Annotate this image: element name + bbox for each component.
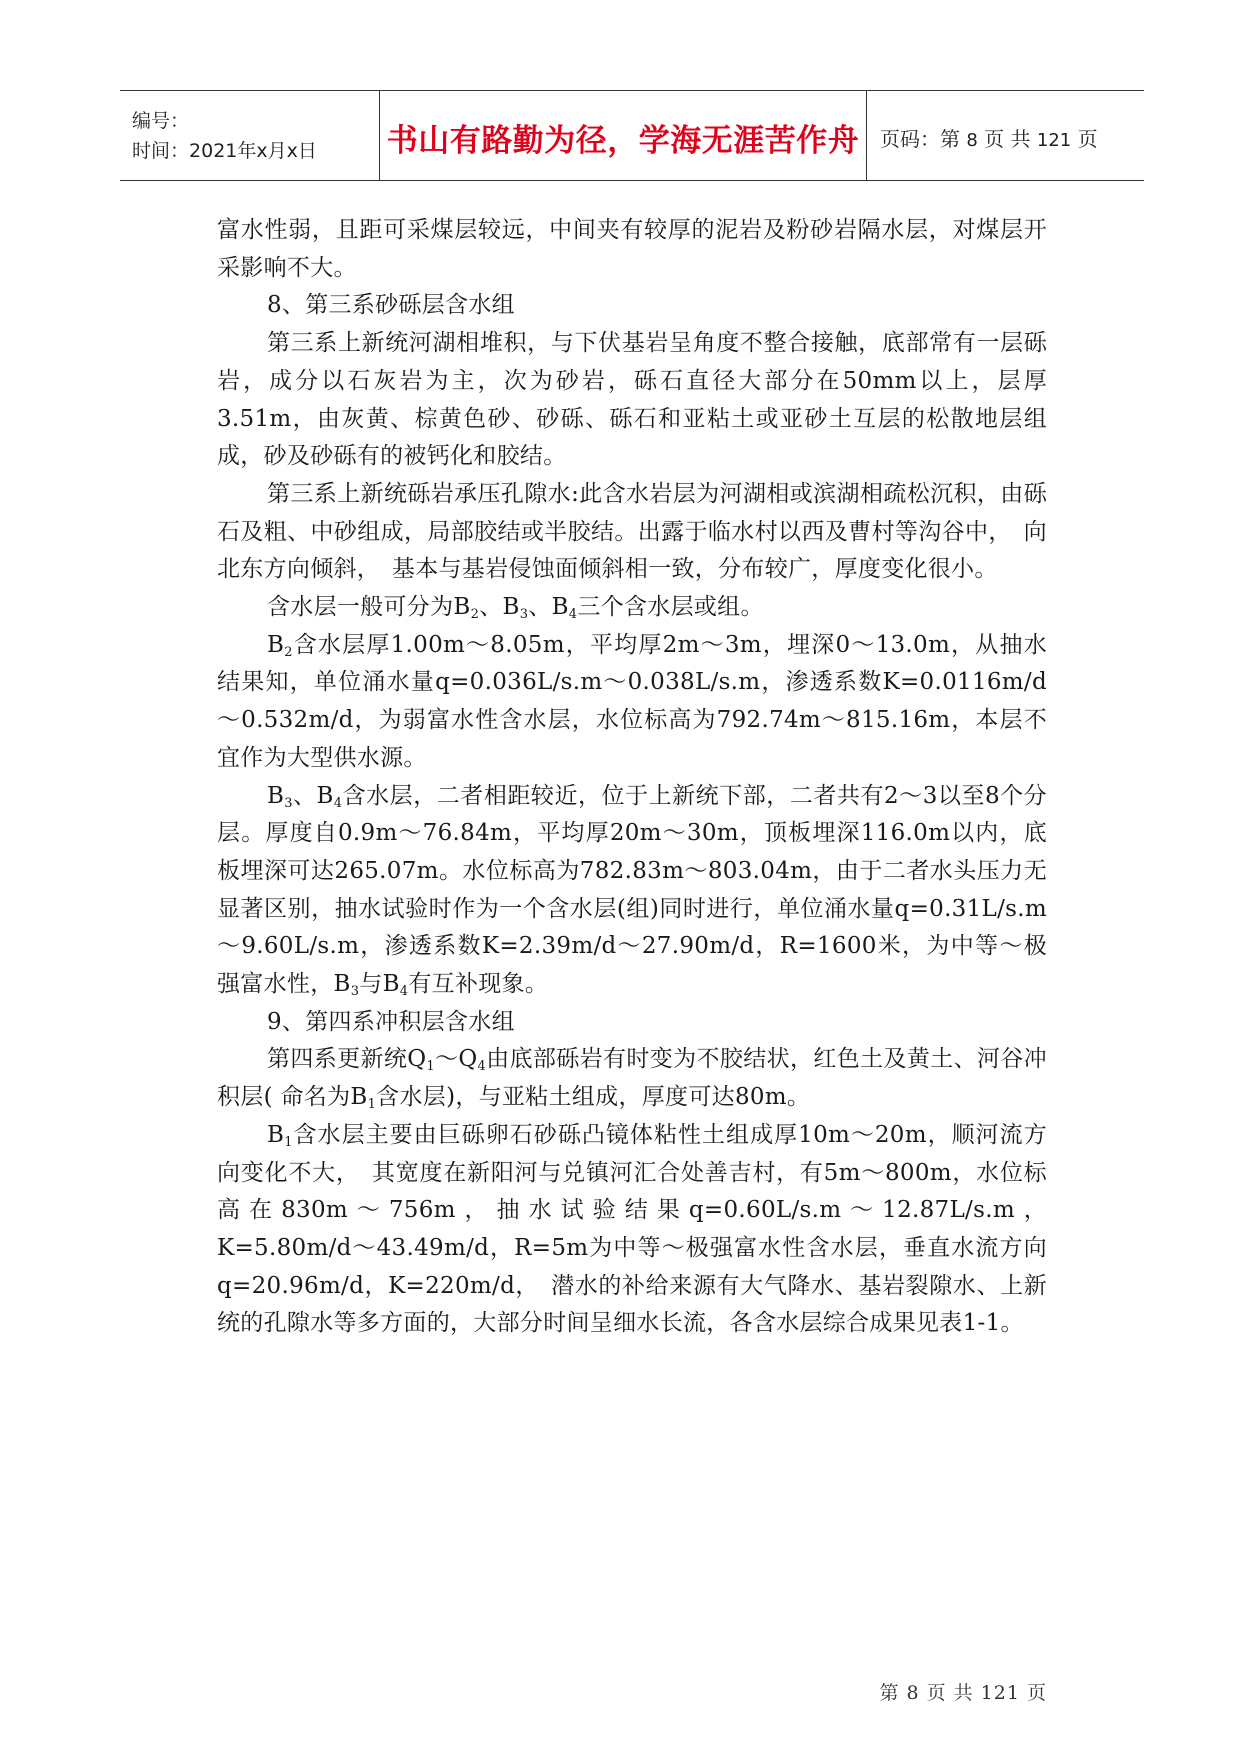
- paragraph-5: 含水层一般可分为$B_2$、$B_3$、$B_4$三个含水层或组。: [267, 594, 764, 623]
- paragraph-9: 第四系更新统$Q_1\sim Q_4$由底部砾岩有时变为不胶结状，红色土及黄土、河谷冲积层( 命名为$B_1$含水层)，与亚粘土组成，厚度可达80m。: [217, 1046, 1047, 1113]
- time-label: 时间：: [132, 139, 190, 162]
- paragraph-7: $B_3$、$B_4$含水层，二者相距较近，位于上新统下部，二者共有2～3以至8个分层。厚度自0.9m～76.84m，平均厚20m～30m，顶板埋深116.0m以内，底板埋深可达265.07m。水位标高为782.83m～803.04m，由于二者水头压力无显著区别，抽水试验时作为一个含水层(组)同时进行，单位涌水量q=0.31L/s.m～9.60L/s.m，渗透系数K=2.39m/d～27.90m/d，R=1600米，为中等～极强富水性，$B_3$与$B_4$有互补现象。: [217, 782, 1047, 1000]
- page-total: 121: [1036, 130, 1072, 151]
- paragraph-10: $B_1$含水层主要由巨砾卵石砂砾凸镜体粘性土组成厚10m～20m，顺河流方向变化不大， 其宽度在新阳河与兑镇河汇合处善吉村，有5m～800m，水位标高在830m～756m，抽水试验结果q=0.60L/s.m～12.87L/s.m，K=5.80m/d～43.49m/d，R=5m为中等～极强富水性含水层，垂直水流方向q=20.96m/d，K=220m/d， 潜水的补给来源有大气降水、基岩裂隙水、上新统的孔隙水等多方面的，大部分时间呈细水长流，各含水层综合成果见表1-1。: [217, 1121, 1047, 1337]
- section-heading-8: 8、第三系砂砾层含水组: [267, 292, 515, 319]
- motto-text: 书山有路勤为径，学海无涯苦作舟: [386, 123, 860, 159]
- paragraph-3: 第三系上新统河湖相堆积，与下伏基岩呈角度不整合接触，底部常有一层砾岩，成分以石灰岩为主，次为砂岩，砾石直径大部分在50mm以上，层厚3.51m，由灰黄、棕黄色砂、砂砾、砾石和亚粘土或亚砂土互层的松散地层组成，砂及砂砾有的被钙化和胶结。: [217, 330, 1047, 470]
- header-motto: [380, 91, 867, 180]
- page-header: [120, 90, 1144, 181]
- page-label: 页码：第: [880, 127, 960, 151]
- paragraph-4: 第三系上新统砾岩承压孔隙水:此含水岩层为河湖相或滨湖相疏松沉积，由砾石及粗、中砂组成，局部胶结或半胶结。出露于临水村以西及曹村等沟谷中， 向北东方向倾斜， 基本与基岩侵蚀面倾斜相一致，分布较广，厚度变化很小。: [217, 480, 1047, 583]
- header-meta: [120, 91, 380, 180]
- doc-time: [132, 136, 379, 166]
- paragraph-1: 富水性弱，且距可采煤层较远，中间夹有较厚的泥岩及粉砂岩隔水层，对煤层开采影响不大。: [217, 217, 1047, 281]
- page-end-label: 页: [1077, 127, 1098, 151]
- document-body: [217, 212, 1047, 1343]
- header-page-info: [867, 91, 1144, 180]
- section-heading-9: 9、第四系冲积层含水组: [267, 1008, 515, 1035]
- page-mid-label: 页 共: [984, 127, 1031, 151]
- page-number: 8: [966, 130, 978, 151]
- page-footer: 第 8 页 共 121 页: [879, 1682, 1047, 1704]
- date-value: 2021年x月x日: [189, 139, 317, 162]
- paragraph-6: $B_2$含水层厚1.00m～8.05m，平均厚2m～3m，埋深0～13.0m，从抽水结果知，单位涌水量q=0.036L/s.m～0.038L/s.m，渗透系数K=0.0116m/d～0.532m/d，为弱富水性含水层，水位标高为792.74m～815.16m，本层不宜作为大型供水源。: [217, 631, 1047, 771]
- doc-code-label: 编号：: [132, 109, 190, 132]
